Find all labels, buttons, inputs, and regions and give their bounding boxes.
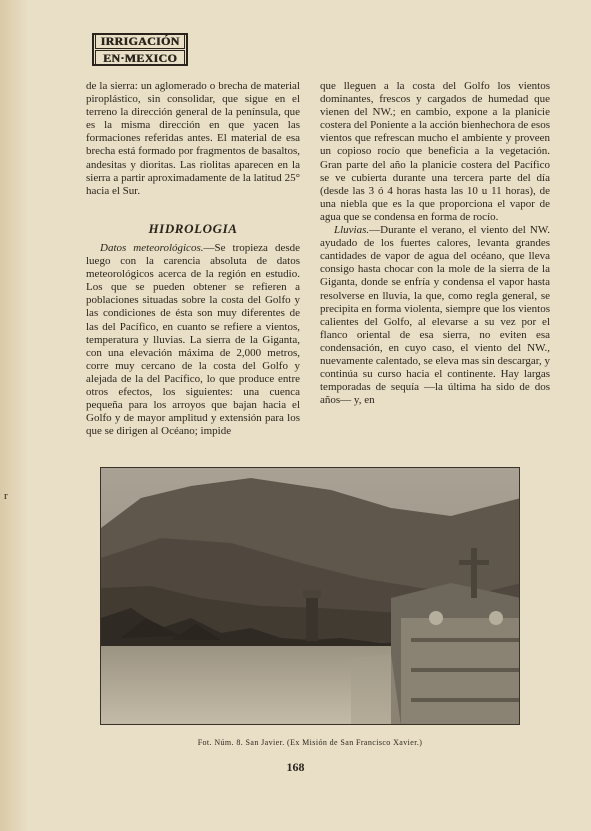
photo-illustration <box>101 468 520 725</box>
paragraph: de la sierra: un aglomerado o brecha de material piroplástico, sin consolidar, que sigue en el terreno la dirección general de la península, que es la misma dirección en que yacen las formaciones referidas antes. El material de esa brecha está formado por fragmentos de basaltos, andesitas y dioritas. Las riolitas aparecen en la sierra a partir aproximadamente de la latitud 25° hacia el Sur. <box>86 80 300 197</box>
paragraph <box>320 224 550 407</box>
paragraph-lead: Datos meteorológicos. <box>100 241 204 254</box>
paragraph: que lleguen a la costa del Golfo los vientos dominantes, frescos y cargados de humedad que vienen del NW.; en cambio, expone a la planicie costera del Poniente a la acción bienhechora de esos vientos que refrescan mucho el ambiente y proveen un copioso rocío que beneficia a la vegetación. Gran parte del año la planicie costera del Pacífico se ve cubierta durante una tercera parte del día (desde las 3 ó 4 horas hasta las 10 u 11 horas), de una niebla que es la que proporciona el vapor de agua que se condensa en forma de rocío. <box>320 80 550 223</box>
page-number: 168 <box>286 760 305 774</box>
section-heading: HIDROLOGIA <box>148 220 238 236</box>
figure-caption: Fot. Núm. 8. San Javier. (Ex Misión de San Francisco Xavier.) <box>197 738 423 747</box>
logo-line-1: IRRIGACIÓN <box>95 33 185 49</box>
right-column <box>320 80 550 407</box>
paragraph-text: —Se tropieza desde luego con la carencia absoluta de datos meteorológicos acerca de la región en estudio. Los que se pueden obtener se refieren a poblaciones situadas sobre la costa del Golfo y las condiciones de ésta son muy diferentes de las del Pacífico, en cuanto se refiere a vientos, temperatura y lluvias. La sierra de la Giganta, con una elevación máxima de 2,000 metros, corre muy cercano de la costa del Golfo y alejada de la del Pacífico, lo que produce entre otros efectos, los siguientes: una cuenca pequeña para los arroyos que bajan hacia el Golfo y de mayor amplitud y extensión para los que se dirigen al Océano; impide <box>86 241 301 438</box>
logo-line-2: EN·MEXICO <box>95 50 185 66</box>
photograph <box>100 467 520 725</box>
journal-logo <box>92 33 188 66</box>
left-column <box>86 80 300 438</box>
paragraph <box>86 242 300 438</box>
paragraph-text: —Durante el verano, el viento del NW. ayudado de los fuertes calores, levanta grandes cantidades de vapor de agua del océano, que lleva consigo hasta chocar con la mole de la sierra de la Giganta, donde se enfría y condensa el vapor hasta resolverse en lluvia, la que, como regla general, se precipita en forma violenta, siempre que los vientos calientes del Golfo, al elevarse a su vez por el flanco oriental de esa sierra, no eviten esa condensación, en cuyo caso, el viento del NW., nuevamente calentado, se eleva mas sin descargar, y continúa su curso hacia el continente. Hay largas temporadas de sequía —la última ha sido de dos años— y, en <box>320 224 550 407</box>
paragraph-lead: Lluvias. <box>334 224 370 237</box>
page-edge-shading <box>0 0 28 831</box>
margin-mark: r <box>4 490 8 502</box>
